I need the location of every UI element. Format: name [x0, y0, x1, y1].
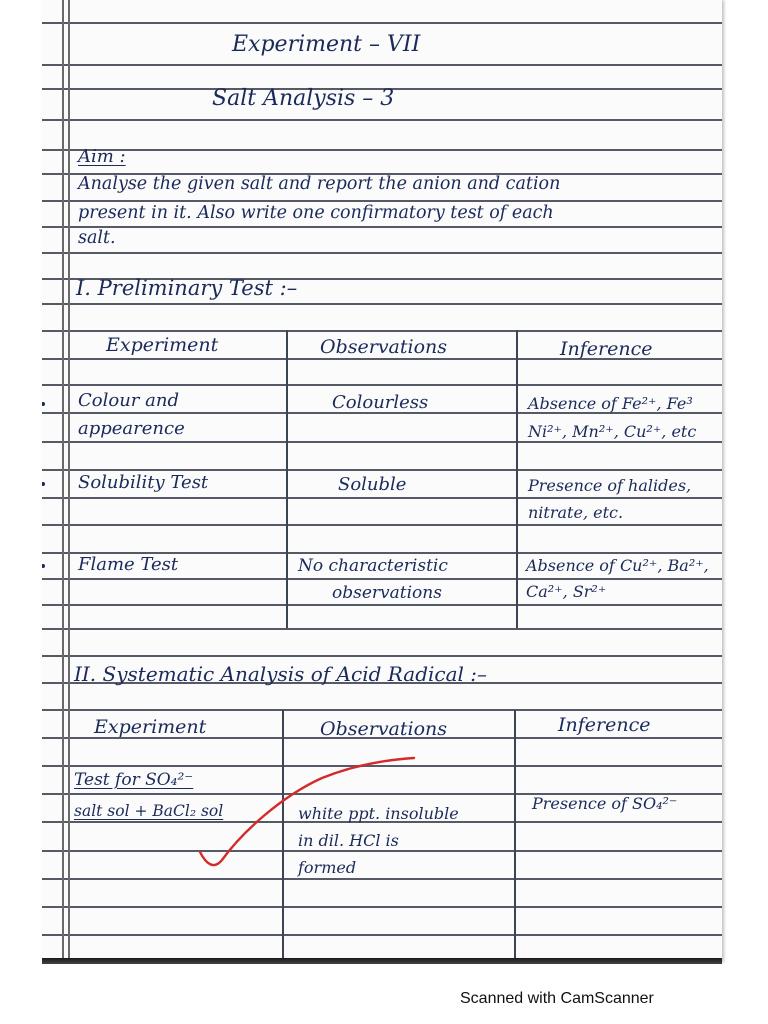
ruled-line: [42, 578, 722, 580]
section-heading: II. Systematic Analysis of Acid Radical :–: [74, 662, 488, 686]
ruled-line: [42, 149, 722, 151]
ruled-line: [42, 878, 722, 880]
ruled-line: [42, 934, 722, 936]
ruled-line: [42, 709, 722, 711]
table-cell: Soluble: [338, 474, 407, 495]
ruled-line: [42, 200, 722, 202]
table-divider: [286, 330, 288, 628]
table-cell: in dil. HCl is: [298, 831, 399, 850]
table-divider: [516, 330, 518, 628]
experiment-title: Experiment – VII: [232, 32, 421, 57]
table-cell: appearence: [78, 418, 185, 439]
table-cell: white ppt. insoluble: [298, 804, 459, 823]
aim-text-line: salt.: [78, 228, 116, 248]
table-cell: No characteristic: [298, 556, 448, 576]
column-header: Experiment: [106, 334, 219, 356]
column-header: Experiment: [94, 716, 207, 738]
row-bullet: [42, 564, 45, 568]
table-cell: Ni²⁺, Mn²⁺, Cu²⁺, etc: [528, 422, 697, 441]
check-mark-icon: [192, 748, 432, 878]
table-cell: Absence of Cu²⁺, Ba²⁺,: [526, 556, 709, 575]
ruled-line: [42, 330, 722, 332]
table-cell: Colourless: [332, 392, 429, 413]
table-cell: Ca²⁺, Sr²⁺: [526, 582, 607, 601]
ruled-line: [42, 226, 722, 228]
ruled-line: [42, 655, 722, 657]
ruled-line: [42, 441, 722, 443]
ruled-line: [42, 22, 722, 24]
margin-line: [68, 0, 70, 962]
page-edge-shadow: [42, 958, 722, 964]
column-header: Observations: [320, 336, 448, 358]
aim-text-line: present in it. Also write one confirmatory test of each: [78, 203, 554, 223]
aim-label: Aim :: [78, 146, 126, 167]
ruled-line: [42, 252, 722, 254]
table-divider: [514, 710, 516, 962]
table-cell: Presence of halides,: [528, 476, 692, 495]
table-cell: Presence of SO₄²⁻: [532, 794, 678, 813]
ruled-line: [42, 906, 722, 908]
ruled-line: [42, 604, 722, 606]
camscanner-watermark: Scanned with CamScanner: [460, 990, 654, 1007]
page-subtitle: Salt Analysis – 3: [212, 86, 395, 111]
ruled-line: [42, 303, 722, 305]
section-heading: I. Preliminary Test :–: [76, 276, 298, 300]
table-cell: Test for SO₄²⁻: [74, 770, 194, 790]
table-cell: Colour and: [78, 390, 179, 411]
ruled-line: [42, 384, 722, 386]
table-cell: Flame Test: [78, 554, 179, 575]
table-cell: Absence of Fe²⁺, Fe³: [528, 394, 693, 413]
aim-text-line: Analyse the given salt and report the anion and cation: [78, 174, 561, 194]
table-cell: formed: [298, 858, 357, 877]
row-bullet: [42, 402, 45, 406]
ruled-line: [42, 469, 722, 471]
margin-line: [62, 0, 64, 962]
column-header: Inference: [560, 338, 653, 360]
notebook-page: [42, 0, 722, 962]
ruled-line: [42, 119, 722, 121]
row-bullet: [42, 482, 45, 486]
column-header: Inference: [558, 714, 651, 736]
table-cell: Solubility Test: [78, 472, 209, 493]
column-header: Observations: [320, 718, 448, 740]
table-cell: salt sol + BaCl₂ sol: [74, 802, 224, 820]
ruled-line: [42, 524, 722, 526]
ruled-line: [42, 497, 722, 499]
ruled-line: [42, 628, 722, 630]
table-cell: observations: [332, 583, 442, 603]
table-cell: nitrate, etc.: [528, 503, 624, 522]
ruled-line: [42, 64, 722, 66]
